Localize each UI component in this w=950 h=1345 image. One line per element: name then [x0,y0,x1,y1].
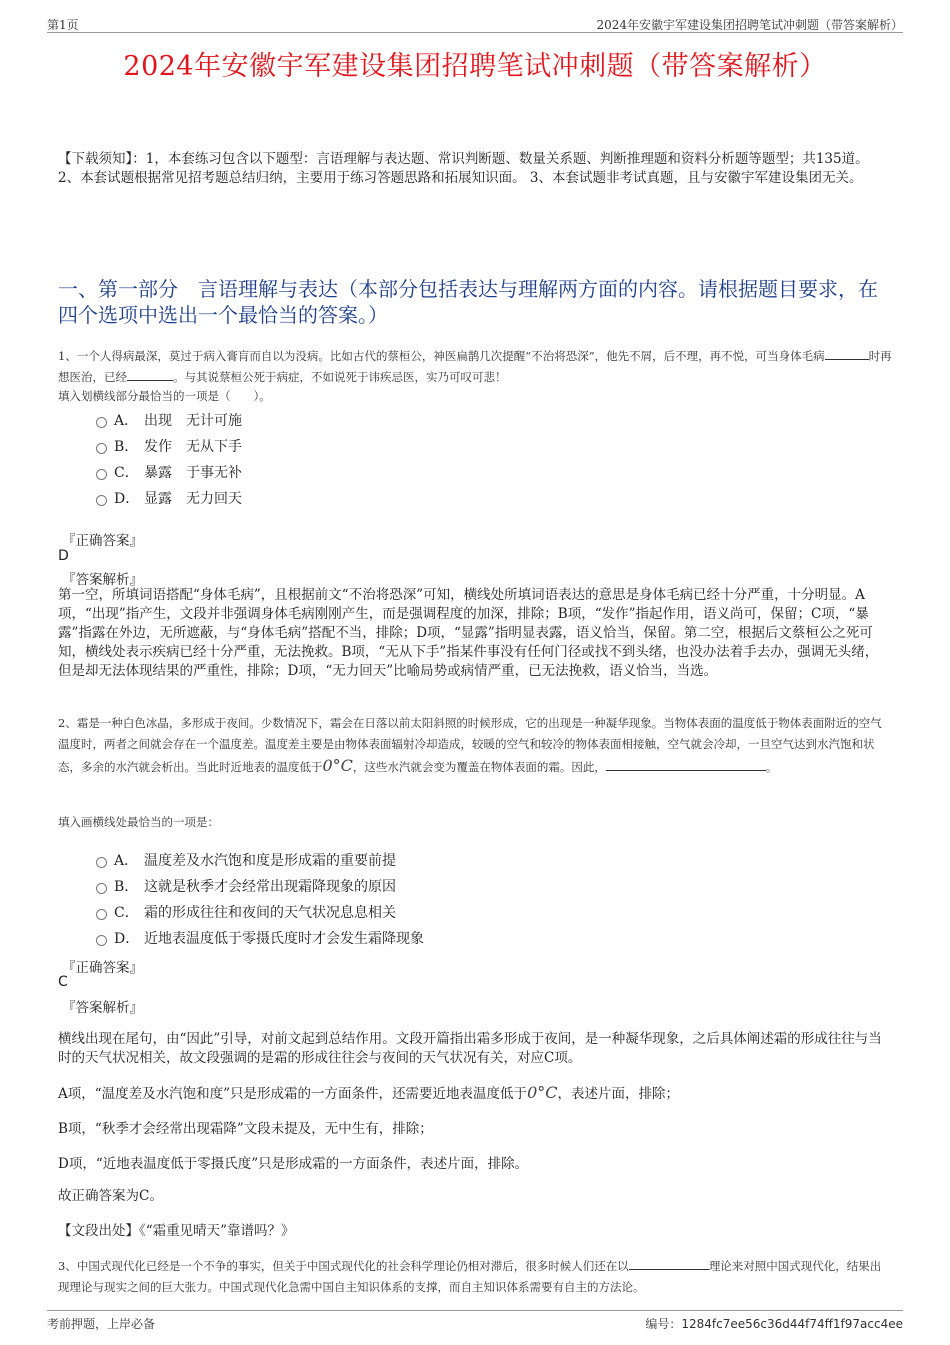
section-heading: 一、第一部分 言语理解与表达（本部分包括表达与理解两方面的内容。请根据题目要求，在四个选项中选出一个最恰当的答案。） [58,277,878,327]
q1-option-d[interactable]: D． 显露 无力回天 [96,488,242,508]
q2-option-d[interactable]: D． 近地表温度低于零摄氏度时才会发生霜降现象 [96,928,424,948]
radio-icon[interactable] [96,857,107,868]
q1-option-b[interactable]: B． 发作 无从下手 [96,436,242,456]
footer-slogan: 考前押题，上岸必备 [47,1317,156,1331]
blank-2 [127,368,173,381]
question-2-stem: 2、霜是一种白色冰晶，多形成于夜间。少数情况下，霜会在日落以前太阳斜照的时候形成，它的出现是一种凝华现象。当物体表面的温度低于物体表面附近的空气温度时，两者之间就会存在一个温度差。温度差主要是由物体表面辐射冷却造成，较暖的空气和较冷的物体表面相接触，空气就会冷却，一旦空气达到水汽饱和状态，多余的水汽就会析出。当此时近地表的温度低于0°C，这些水汽就会变为覆盖在物体表面的霜。因此， 。 [58,716,882,775]
q2-analysis-p5: 故正确答案为C。 [58,1188,163,1204]
q2-analysis-p3: B项，“秋季才会经常出现霜降”文段未提及，无中生有，排除； [58,1121,433,1137]
q2-analysis-heading: 『答案解析』 [62,1000,143,1016]
download-notice: 【下载须知】：1，本套练习包含以下题型：言语理解与表达题、常识判断题、数量关系题、判断推理题和资料分析题等题型；共135道。 2、本套试题根据常见招考题总结归纳，主要用于练习答题思路和拓展知识面。 3、本套试题非考试真题，且与安徽宇军建设集团无关。 [58,151,869,186]
q1-answer-heading: 『正确答案』 [62,533,143,549]
q2-option-b[interactable]: B． 这就是秋季才会经常出现霜降现象的原因 [96,876,396,896]
q1-analysis-heading: 『答案解析』 [62,572,143,588]
q1-analysis: 第一空，所填词语搭配“身体毛病”，且根据前文“不治将恐深”可知，横线处所填词语表达的意思是身体毛病已经十分严重，十分明显。A项，“出现”指产生，文段并非强调身体毛病刚刚产生，而是强调程度的加深，排除；B项，“发作”指起作用，语义尚可，保留；C项，“暴露”指露在外边，无所遮蔽，与“身体毛病”搭配不当，排除；D项，“显露”指明显表露，语义恰当，保留。第二空，根据后文蔡桓公之死可知，横线处表示疾病已经十分严重，无法挽救。B项，“无从下手”指某件事没有任何门径或找不到头绪，也没办法着手去办，强调无头绪，但是却无法体现结果的严重性，排除；D项，“无力回天”比喻局势或病情严重，已无法挽救，语义恰当，当选。 [58,587,879,679]
q1-answer: D [58,548,69,564]
math-zero-celsius: 0°C [322,756,353,775]
page-number: 第1页 [47,18,79,32]
radio-icon[interactable] [96,495,107,506]
page-footer [47,1310,903,1329]
radio-icon[interactable] [96,909,107,920]
page-header [47,14,903,33]
q2-source: 【文段出处】《“霜重见晴天”靠谱吗？》 [58,1223,295,1239]
math-zero-celsius-2: 0°C [527,1083,558,1102]
blank-4 [629,1257,709,1270]
q2-option-a[interactable]: A． 温度差及水汽饱和度是形成霜的重要前提 [96,850,396,870]
radio-icon[interactable] [96,417,107,428]
question-3-stem: 3、中国式现代化已经是一个不争的事实，但关于中国式现代化的社会科学理论仍相对滞后，很多时候人们还在以 理论来对照中国式现代化，结果出现理论与现实之间的巨大张力。中国式现代化急需中国自主知识体系的支撑，而自主知识体系需要有自主的方法论。 [58,1259,882,1294]
q1-option-c[interactable]: C． 暴露 于事无补 [96,462,242,482]
q2-option-c[interactable]: C． 霜的形成往往和夜间的天气状况息息相关 [96,902,396,922]
q2-analysis-p1: 横线出现在尾句，由“因此”引导，对前文起到总结作用。文段开篇指出霜多形成于夜间，是一种凝华现象，之后具体阐述霜的形成往往与当时的天气状况相关，故文段强调的是霜的形成往往会与夜间的天气状况有关，对应C项。 [58,1031,882,1066]
header-doc-title: 2024年安徽宇军建设集团招聘笔试冲刺题（带答案解析） [596,18,903,32]
q2-analysis-p4: D项，“近地表温度低于零摄氏度”只是形成霜的一方面条件，表述片面，排除。 [58,1156,529,1172]
question-2-prompt: 填入画横线处最恰当的一项是： [58,815,219,829]
question-1-prompt: 填入划横线部分最恰当的一项是（ ）。 [58,389,271,403]
radio-icon[interactable] [96,883,107,894]
q2-answer: C [58,974,68,990]
document-title: 2024年安徽宇军建设集团招聘笔试冲刺题（带答案解析） [123,51,827,82]
question-1-stem: 1、一个人得病最深，莫过于病入膏肓而自以为没病。比如古代的蔡桓公，神医扁鹊几次提醒“不治将恐深”，他先不屑，后不理，再不悦，可当身体毛病 时再想医治，已经 。与其说蔡桓公死于病症，不如说死于讳疾忌医，实乃可叹可悲！ [58,349,892,384]
footer-code: 编号：1284fc7ee56c36d44f74ff1f97acc4ee [645,1317,903,1331]
q1-option-a[interactable]: A． 出现 无计可施 [96,410,242,430]
radio-icon[interactable] [96,469,107,480]
blank-3 [606,758,766,771]
radio-icon[interactable] [96,443,107,454]
q2-answer-heading: 『正确答案』 [62,960,143,976]
blank-1 [825,347,869,360]
q2-analysis-p2: A项，“温度差及水汽饱和度”只是形成霜的一方面条件，还需要近地表温度低于0°C，表述片面，排除； [58,1083,679,1102]
radio-icon[interactable] [96,935,107,946]
